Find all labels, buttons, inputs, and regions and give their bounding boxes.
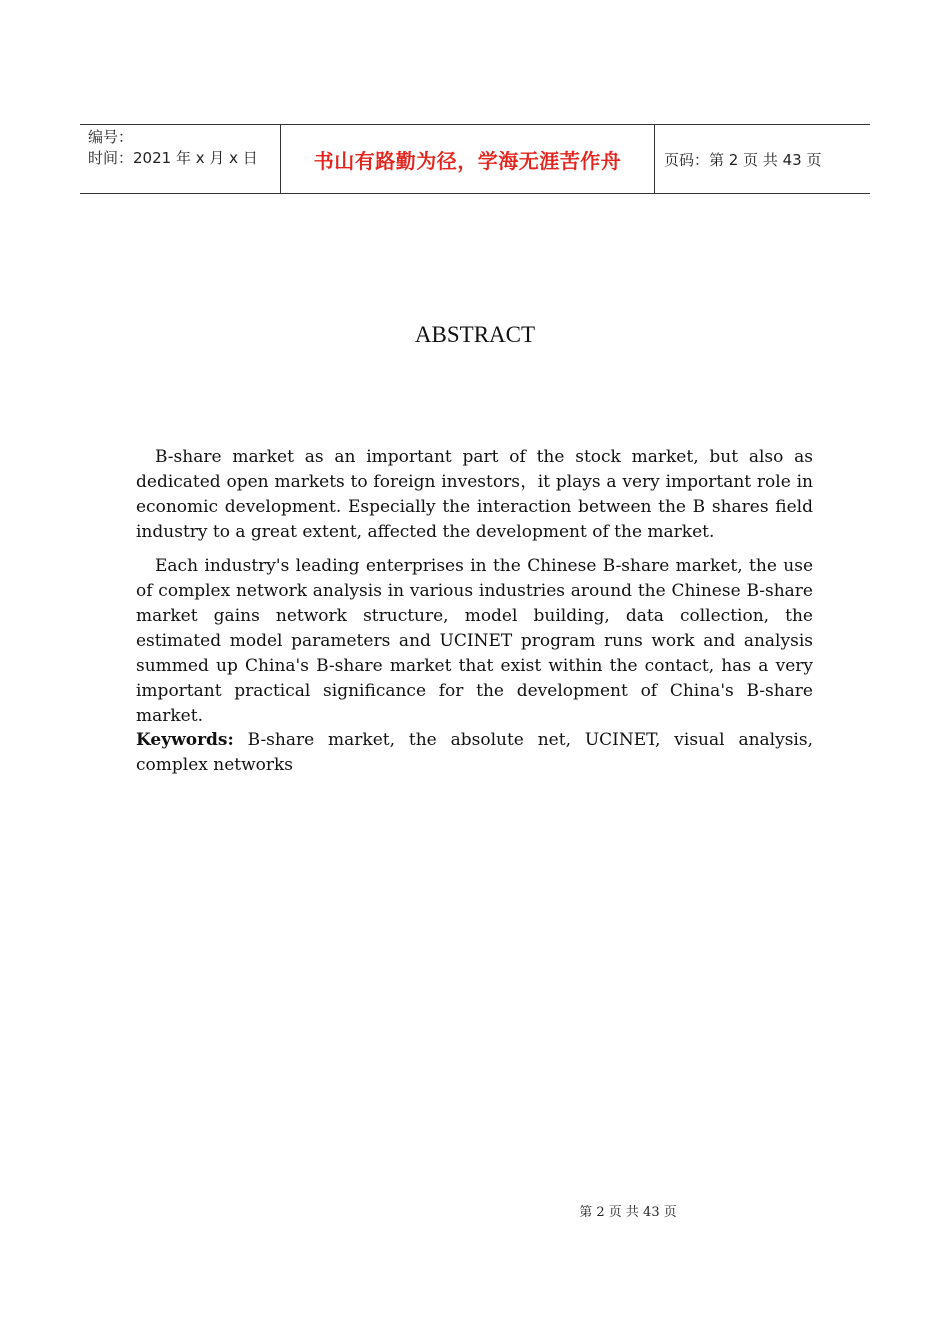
keywords-text: B-share market, the absolute net, UCINET, visual analysis, complex networks — [136, 730, 813, 775]
date-line: 时间：2021 年 x 月 x 日 — [88, 149, 258, 167]
header-page-cell — [655, 125, 870, 193]
header-info-cell — [80, 125, 281, 193]
page-footer: 第 2 页 共 43 页 — [579, 1205, 677, 1220]
keywords-line — [136, 728, 813, 778]
abstract-body — [136, 445, 813, 738]
serial-number-label: 编号： — [88, 128, 134, 146]
abstract-paragraph: Each industry's leading enterprises in the Chinese B-share market, the use of complex network analysis in various industries around the Chinese B-share market gains network structure, model building, data collection, the estimated model parameters and UCINET program runs work and analysis summed up China's B-share market that exist within the contact, has a very important practical significance for the development of China's B-share market. — [136, 556, 813, 726]
document-header — [80, 124, 870, 194]
header-motto-cell — [281, 125, 655, 193]
keywords-label: Keywords: — [136, 730, 234, 750]
abstract-paragraph: B-share market as an important part of the stock market, but also as dedicated open markets to foreign investors，it plays a very important role in economic development. Especially the interaction between the B shares field industry to a great extent, affected the development of the market. — [136, 447, 813, 542]
page-title: ABSTRACT — [414, 322, 536, 347]
motto-text: 书山有路勤为径，学海无涯苦作舟 — [313, 148, 622, 173]
page-info: 页码：第 2 页 共 43 页 — [664, 150, 822, 169]
